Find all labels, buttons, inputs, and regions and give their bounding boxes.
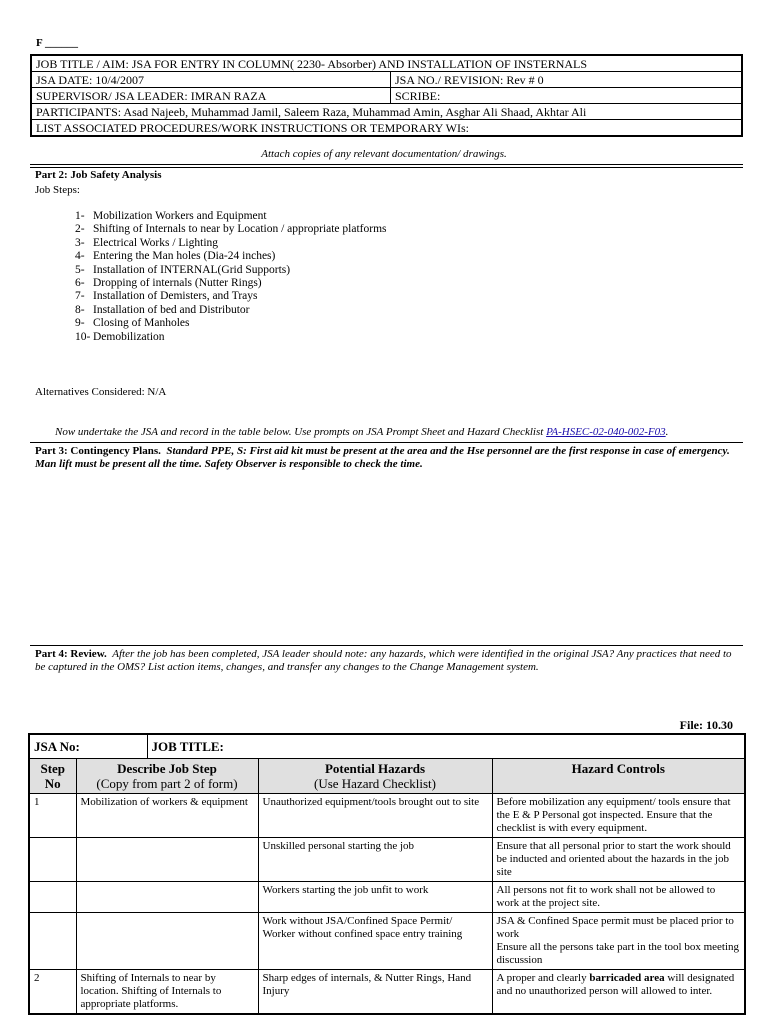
- hazard-cell: Workers starting the job unfit to work: [258, 882, 492, 913]
- jsa-table: [28, 733, 746, 1015]
- job-step-item: [75, 264, 387, 277]
- part3-text: Standard PPE, S: First aid kit must be present at the area and the Hse personnel are the first response in case of emergency. Man lift must be present all the time. Safety Observer is responsible to check the time.: [35, 445, 730, 470]
- job-step-text: Installation of bed and Distributor: [93, 303, 250, 316]
- step-no-cell: [29, 913, 76, 970]
- job-step-item: [75, 250, 387, 263]
- job-step-text: Shifting of Internals to near by Location / appropriate platforms: [93, 223, 387, 236]
- job-title-field: JOB TITLE / AIM: JSA FOR ENTRY IN COLUMN( 2230- Absorber) AND INSTALLATION OF INSTERNALS: [31, 55, 742, 72]
- participants-field: PARTICIPANTS: Asad Najeeb, Muhammad Jamil, Saleem Raza, Muhammad Amin, Asghar Ali Shaad, Akhtar Ali: [31, 104, 742, 120]
- job-step-number: 6-: [75, 277, 85, 290]
- part3-block: [35, 445, 735, 471]
- describe-cell: Shifting of Internals to near by location. Shifting of Internals to appropriate platforms.: [76, 970, 258, 1015]
- undertake-note: [55, 426, 668, 439]
- table-row: [29, 970, 745, 1015]
- job-step-number: 3-: [75, 236, 85, 249]
- step-no-cell: [29, 882, 76, 913]
- job-step-item: [75, 317, 387, 330]
- header-table: [30, 54, 743, 137]
- jsa-no-field: JSA NO./ REVISION: Rev # 0: [391, 72, 743, 88]
- jsa-date-field: JSA DATE: 10/4/2007: [31, 72, 391, 88]
- attach-note: Attach copies of any relevant documentation/ drawings.: [261, 148, 507, 160]
- job-step-number: 1-: [75, 210, 85, 222]
- file-label: File: 10.30: [679, 718, 733, 732]
- undertake-end: .: [665, 426, 669, 438]
- describe-cell: Mobilization of workers & equipment: [76, 794, 258, 838]
- job-step-text: Entering the Man holes (Dia-24 inches): [93, 250, 276, 263]
- part3-heading: Part 3: Contingency Plans.: [35, 445, 161, 457]
- hazard-cell: Work without JSA/Confined Space Permit/ Worker without confined space entry training: [258, 913, 492, 970]
- control-cell: Before mobilization any equipment/ tools ensure that the E & P Personal got inspected. Ensure that the checklist is with every equipment.: [492, 794, 745, 838]
- job-step-item: [75, 331, 387, 344]
- control-text: will designated and no unauthorized person will allowed to inter.: [496, 972, 735, 997]
- table-row: [29, 913, 745, 970]
- procedures-field: LIST ASSOCIATED PROCEDURES/WORK INSTRUCTIONS OR TEMPORARY WIs:: [31, 120, 742, 137]
- part4-text: After the job has been completed, JSA leader should note: any hazards, which were identified in the original JSA? Any practices that need to be captured in the OMS? List action items, changes, and transfer any changes to the Change Management system.: [35, 648, 732, 673]
- job-step-number: 4-: [75, 250, 85, 263]
- job-step-text: Mobilization Workers and Equipment: [93, 210, 267, 222]
- undertake-text: Now undertake the JSA and record in the table below. Use prompts on JSA Prompt Sheet and Hazard Checklist: [55, 426, 547, 438]
- alternatives-text: Alternatives Considered: N/A: [35, 386, 167, 398]
- jsa-no-label: JSA No:: [29, 734, 147, 759]
- control-cell: All persons not fit to work shall not be allowed to work at the project site.: [492, 882, 745, 913]
- job-step-number: 9-: [75, 317, 85, 330]
- job-step-text: Closing of Manholes: [93, 317, 190, 330]
- job-steps-label: Job Steps:: [35, 184, 80, 196]
- table-row: [29, 794, 745, 838]
- step-no-cell: 1: [29, 794, 76, 838]
- part4-block: [35, 648, 735, 674]
- describe-cell: [76, 838, 258, 882]
- hazard-cell: Unauthorized equipment/tools brought out to site: [258, 794, 492, 838]
- describe-cell: [76, 913, 258, 970]
- checklist-link[interactable]: PA-HSEC-02-040-002-F03: [546, 426, 666, 438]
- job-step-number: 2-: [75, 223, 85, 236]
- supervisor-field: SUPERVISOR/ JSA LEADER: IMRAN RAZA: [31, 88, 391, 104]
- divider: [30, 164, 743, 168]
- job-step-item: [75, 290, 387, 303]
- job-steps-list: [75, 210, 387, 344]
- table-row: [29, 882, 745, 913]
- part4-heading: Part 4: Review.: [35, 648, 107, 660]
- job-step-text: Installation of INTERNAL(Grid Supports): [93, 263, 291, 276]
- form-mark: F ______: [36, 37, 79, 49]
- part2-heading: Part 2: Job Safety Analysis: [35, 169, 162, 181]
- table-row: [29, 838, 745, 882]
- control-cell: [492, 970, 745, 1015]
- hazard-cell: Sharp edges of internals, & Nutter Rings, Hand Injury: [258, 970, 492, 1015]
- divider: [30, 645, 743, 646]
- step-no-cell: 2: [29, 970, 76, 1015]
- job-step-text: Dropping of internals (Nutter Rings): [93, 277, 262, 290]
- col-step-header: Step No: [29, 759, 76, 794]
- job-step-number: 8-: [75, 303, 85, 316]
- control-text: A proper and clearly: [496, 972, 590, 984]
- describe-cell: [76, 882, 258, 913]
- job-step-item: [75, 277, 387, 290]
- job-step-item: [75, 237, 387, 250]
- job-step-item: [75, 223, 387, 236]
- job-step-text: Demobilization: [93, 330, 165, 343]
- divider: [30, 442, 743, 443]
- control-text: barricaded area: [589, 972, 665, 984]
- control-cell: Ensure that all personal prior to start the work should be inducted and oriented about the hazards in the job site: [492, 838, 745, 882]
- job-step-item: [75, 210, 387, 223]
- col-describe-header: Describe Job Step (Copy from part 2 of form): [76, 759, 258, 794]
- job-step-number: 5-: [75, 263, 85, 276]
- control-cell: JSA & Confined Space permit must be placed prior to work Ensure all the persons take part in the tool box meeting discussion: [492, 913, 745, 970]
- job-title-label: JOB TITLE:: [147, 734, 745, 759]
- col-controls-header: Hazard Controls: [492, 759, 745, 794]
- hazard-cell: Unskilled personal starting the job: [258, 838, 492, 882]
- job-step-text: Electrical Works / Lighting: [93, 236, 219, 249]
- step-no-cell: [29, 838, 76, 882]
- col-hazards-header: Potential Hazards (Use Hazard Checklist): [258, 759, 492, 794]
- job-step-number: 10-: [75, 330, 91, 343]
- job-step-item: [75, 304, 387, 317]
- job-step-text: Installation of Demisters, and Trays: [93, 290, 258, 303]
- scribe-field: SCRIBE:: [391, 88, 743, 104]
- job-step-number: 7-: [75, 290, 85, 303]
